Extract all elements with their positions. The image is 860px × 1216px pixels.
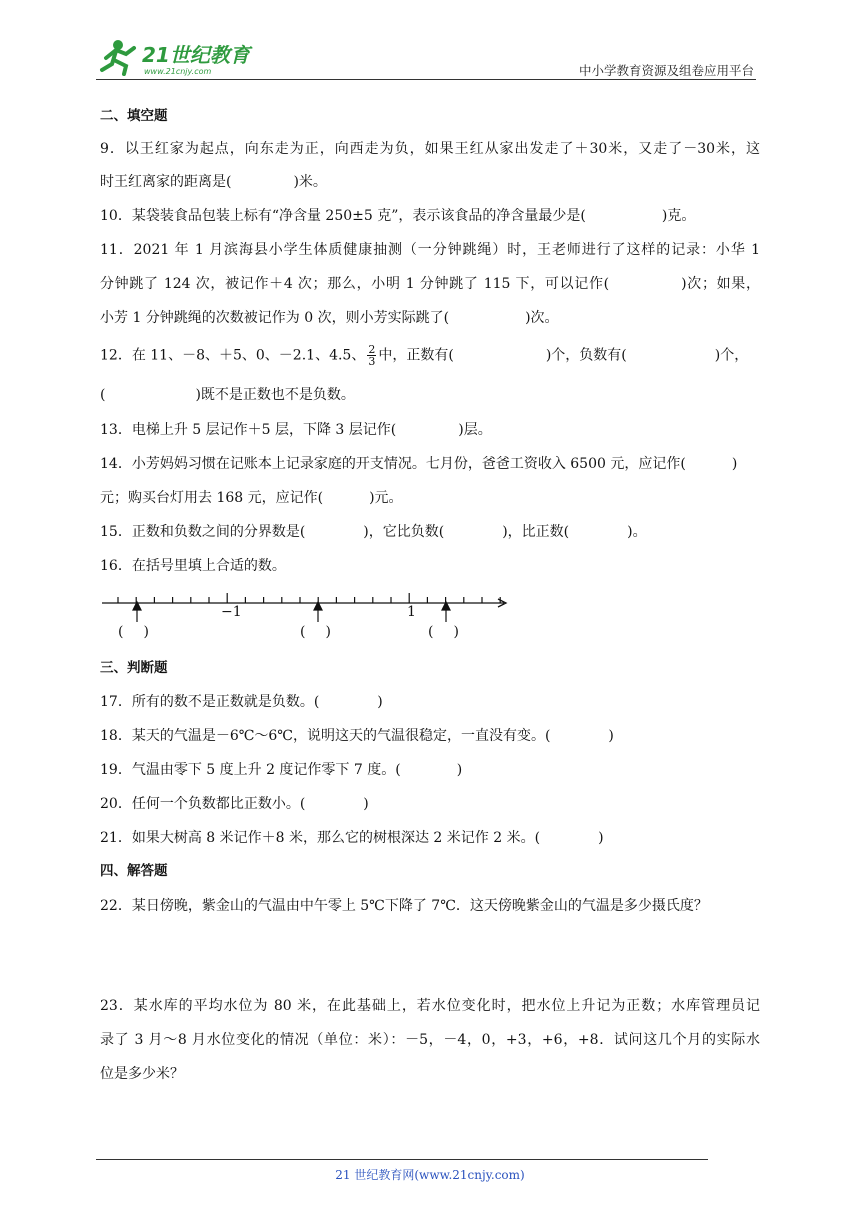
- svg-text:www.21cnjy.com: www.21cnjy.com: [144, 67, 212, 76]
- q16-text: 16．在括号里填上合适的数。: [100, 558, 286, 574]
- q22: 22．某日傍晚，紫金山的气温由中午零上 5℃下降了 7℃．这天傍晚紫金山的气温是多少摄氏度？: [100, 898, 708, 914]
- header-divider: [96, 79, 756, 80]
- q12-line2: ( )既不是正数也不是负数。: [100, 387, 355, 403]
- section-title-judge: 三、判断题: [100, 660, 168, 676]
- section-title-fill: 二、填空题: [100, 108, 168, 124]
- q9-line1: 9．以王红家为起点，向东走为正，向西走为负，如果王红从家出发走了＋30米，又走了－30米，这: [100, 141, 760, 157]
- svg-text:21世纪教育: 21世纪教育: [142, 43, 250, 67]
- q14-line2: 元；购买台灯用去 168 元，应记作( )元。: [100, 490, 403, 506]
- q17: 17．所有的数不是正数就是负数。( ): [100, 694, 383, 710]
- q21: 21．如果大树高 8 米记作＋8 米，那么它的树根深达 2 米记作 2 米。( ): [100, 830, 604, 846]
- q14-line1: 14．小芳妈妈习惯在记账本上记录家庭的开支情况。七月份，爸爸工资收入 6500 元，应记作( ): [100, 456, 738, 472]
- q19: 19．气温由零下 5 度上升 2 度记作零下 7 度。( ): [100, 762, 463, 778]
- answer-paren-2[interactable]: ( ): [300, 624, 331, 640]
- tick-label-1: 1: [407, 604, 416, 620]
- q11-line3: 小芳 1 分钟跳绳的次数被记作为 0 次，则小芳实际跳了( )次。: [100, 310, 559, 326]
- q23-line2: 录了 3 月～8 月水位变化的情况（单位：米）：－5，－4，0，+3，+6，+8．试问这几个月的实际水: [100, 1032, 760, 1048]
- q23-line3: 位是多少米？: [100, 1066, 184, 1082]
- fraction-two-thirds: $\frac{2}{3}$: [368, 343, 376, 368]
- footer-divider: [96, 1159, 708, 1160]
- q12-line1: 12．在 11、－8、＋5、0、－2.1、4.5、 $\frac{2}{3}$ 中，正数有( )个，负数有( )个，: [100, 343, 749, 368]
- q20: 20．任何一个负数都比正数小。( ): [100, 796, 369, 812]
- footer-link[interactable]: 21 世纪教育网(www.21cnjy.com): [335, 1168, 525, 1182]
- site-logo: [96, 36, 266, 78]
- runner-logo-icon: [96, 36, 266, 78]
- q18: 18．某天的气温是－6℃～6℃，说明这天的气温很稳定，一直没有变。( ): [100, 728, 614, 744]
- tick-label-neg1: −1: [221, 604, 242, 620]
- q23-line1: 23．某水库的平均水位为 80 米，在此基础上，若水位变化时，把水位上升记为正数；水库管理员记: [100, 998, 760, 1014]
- answer-paren-1[interactable]: ( ): [118, 624, 149, 640]
- q15: 15．正数和负数之间的分界数是( )，它比负数( )，比正数( )。: [100, 524, 647, 540]
- q13: 13．电梯上升 5 层记作＋5 层，下降 3 层记作( )层。: [100, 422, 492, 438]
- answer-paren-3[interactable]: ( ): [428, 624, 459, 640]
- section-title-answer: 四、解答题: [100, 863, 168, 879]
- q10: 10．某袋装食品包装上标有“净含量 250±5 克”，表示该食品的净含量最少是( )克。: [100, 208, 696, 224]
- q11-line1: 11．2021 年 1 月滨海县小学生体质健康抽测（一分钟跳绳）时，王老师进行了这样的记录：小华 1: [100, 242, 760, 258]
- q11-line2: 分钟跳了 124 次，被记作＋4 次；那么，小明 1 分钟跳了 115 下，可以记作( )次；如果，: [100, 276, 760, 292]
- q9-line2: 时王红离家的距离是( )米。: [100, 174, 327, 190]
- platform-name: 中小学教育资源及组卷应用平台: [578, 63, 754, 78]
